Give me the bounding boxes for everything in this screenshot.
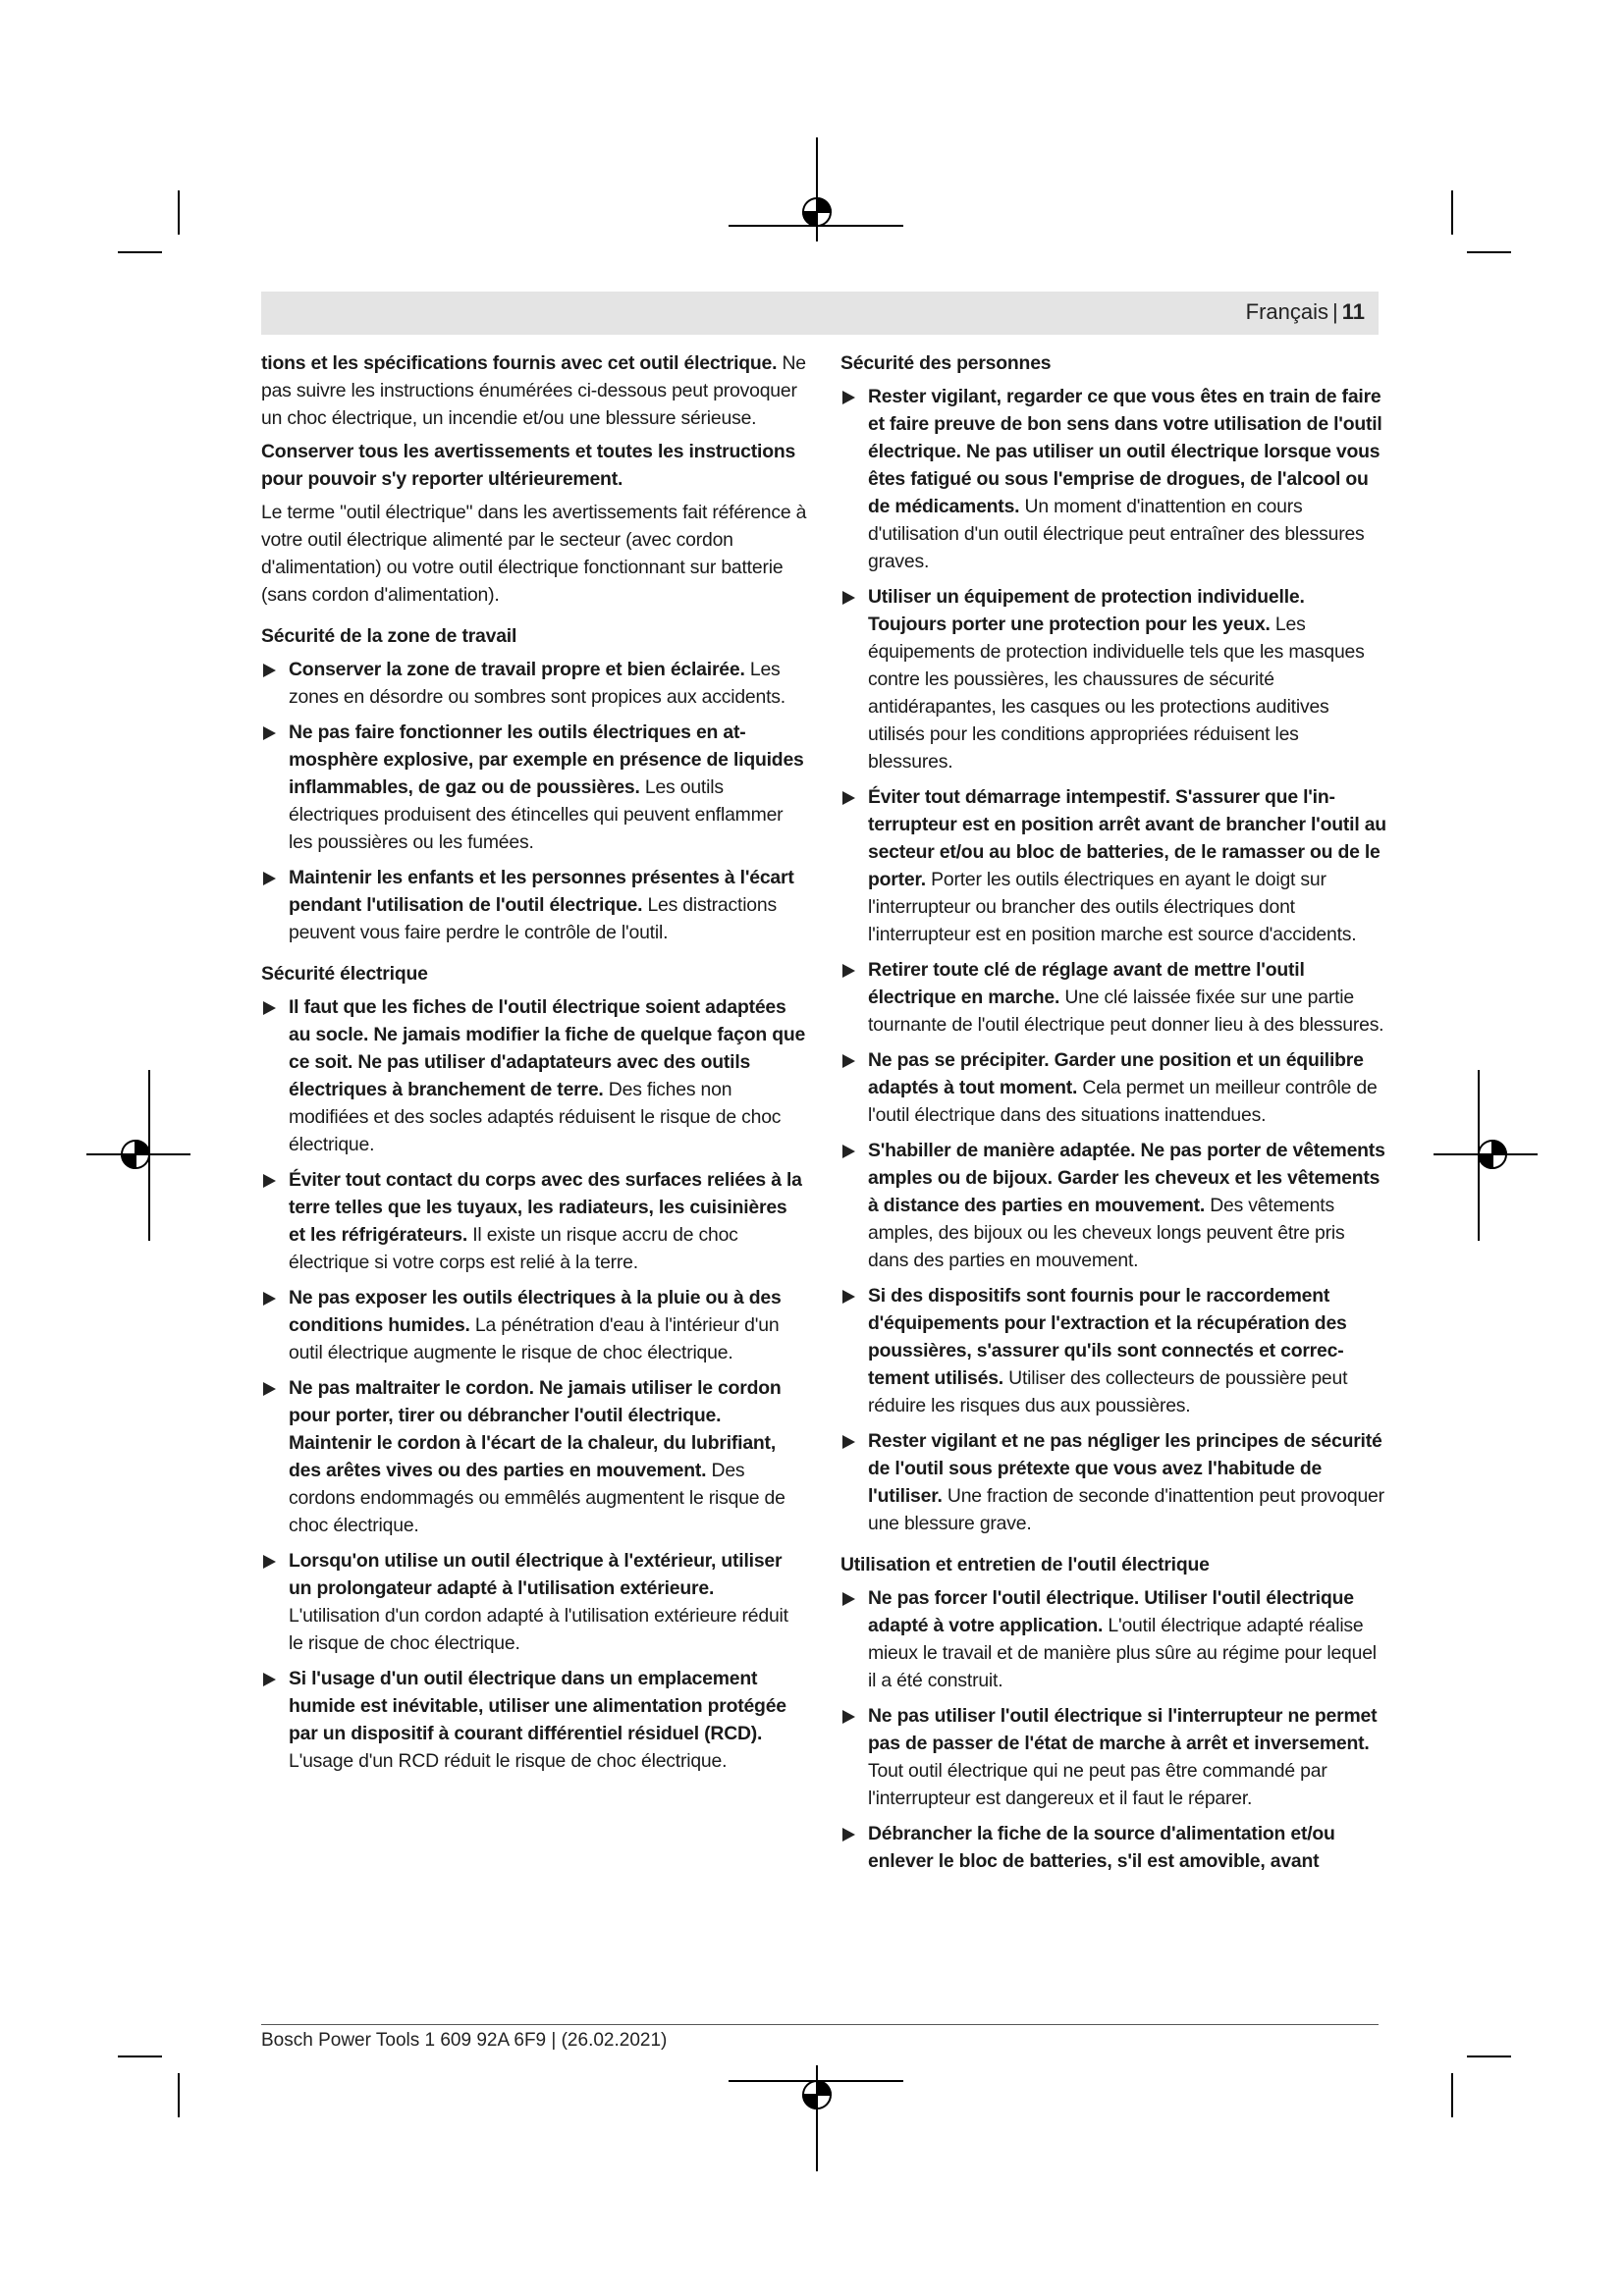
bullet-triangle-icon <box>842 1145 855 1158</box>
list-item <box>261 993 807 1158</box>
crop-mark <box>178 2073 180 2117</box>
crop-mark <box>1467 251 1511 253</box>
item-text: La pénétration d'eau à l'intérieur d'un outil électrique augmente le risque de choc électrique. <box>289 1314 780 1363</box>
list-item <box>840 783 1386 948</box>
crop-mark <box>118 2056 162 2057</box>
list-item <box>840 583 1386 775</box>
list-item <box>840 1282 1386 1419</box>
list-item <box>840 1137 1386 1274</box>
item-text: Il existe un risque accru de choc électrique si votre corps est relié à la terre. <box>289 1224 738 1273</box>
section-heading: Sécurité des personnes <box>840 352 1052 374</box>
item-bold: Ne pas maltraiter le cordon. Ne jamais utiliser le cordon pour porter, tirer ou débrancher l'outil électrique. Maintenir le cordon à l'écart de la chaleur, du lubrifiant, des arêtes vives ou des parties en mouvement. <box>289 1377 782 1481</box>
item-text: Les zones en désordre ou sombres sont propices aux accidents. <box>289 659 785 708</box>
item-bold: Utiliser un équipement de protection individuelle. Toujours porter une protection pour les yeux. <box>868 586 1305 635</box>
item-bold: Rester vigilant, regarder ce que vous êtes en train de faire et faire preuve de bon sens dans votre utilisation de l'outil électrique. Ne pas utiliser un outil électrique lorsque vous êtes fatigué ou sous l'emprise de drogues, de l'alcool ou de médicaments. <box>868 386 1382 517</box>
list-item <box>261 1665 807 1775</box>
footer-imprint: Bosch Power Tools 1 609 92A 6F9 | (26.02.2021) <box>261 2030 668 2051</box>
keep-warnings <box>261 438 807 493</box>
item-bold: Conserver la zone de travail propre et bien éclairée. <box>289 659 745 680</box>
bullet-triangle-icon <box>842 1054 855 1068</box>
item-bold: Ne pas forcer l'outil électrique. Utiliser l'outil électrique adapté à votre application. <box>868 1587 1354 1636</box>
item-bold: Si l'usage d'un outil électrique dans un emplacement humide est inévitable, utiliser une alimentation protégée par un dispositif à courant différentiel résiduel (RCD). <box>289 1668 786 1744</box>
right-column <box>840 349 1386 1883</box>
item-bold: Maintenir les enfants et les personnes présentes à l'écart pendant l'utilisation de l'outil électrique. <box>289 867 794 916</box>
item-bold: Ne pas faire fonctionner les outils électriques en atmosphère explosive, par exemple en présence de liquides inflammables, de gaz ou de poussières. <box>289 721 804 798</box>
item-bold: Ne pas exposer les outils électriques à la pluie ou à des conditions humides. <box>289 1287 782 1336</box>
item-text: Les équipements de protection individuelle tels que les masques contre les poussières, les chaussures de sécurité antidérapantes, les casques ou les protections auditives utilisés pour les conditions appropriées réduisent les blessures. <box>868 614 1365 773</box>
item-text: Une clé laissée fixée sur une partie tournante de l'outil électrique peut donner lieu à des blessures. <box>868 987 1384 1036</box>
item-text: Les outils électriques produisent des étincelles qui peuvent enflammer les poussières ou les fumées. <box>289 776 784 853</box>
list-item <box>840 956 1386 1039</box>
item-bold: Rester vigilant et ne pas négliger les principes de sécurité de l'outil sous prétexte que vous avez l'habitude de l'utiliser. <box>868 1430 1382 1507</box>
item-bold: Éviter tout contact du corps avec des surfaces reliées à la terre telles que les tuyaux, les radiateurs, les cuisinières et les réfrigérateurs. <box>289 1169 802 1246</box>
item-text: Cela permet un meilleur contrôle de l'outil électrique dans des situations inattendues. <box>868 1077 1378 1126</box>
header-text: Français | 11 <box>1245 299 1365 324</box>
list-item <box>261 864 807 946</box>
item-bold: Il faut que les fiches de l'outil électrique soient adaptées au socle. Ne jamais modifier la fiche de quelque façon que ce soit. Ne pas utiliser d'adaptateurs avec des outils électriques à branchement de terre. <box>289 996 806 1100</box>
header-language: Français <box>1245 299 1329 324</box>
intro-text: Ne pas suivre les instructions énumérées ci-dessous peut provoquer un choc électrique, un incendie et/ou une blessure sérieuse. <box>261 352 806 429</box>
list-item <box>840 1046 1386 1129</box>
list-item <box>840 1820 1386 1875</box>
item-text: Un moment d'inattention en cours d'utilisation d'un outil électrique peut entraîner des blessures graves. <box>868 496 1365 572</box>
crop-mark <box>1467 2056 1511 2057</box>
item-text: Des fiches non modifiées et des socles adaptés réduisent le risque de choc électrique. <box>289 1079 782 1155</box>
item-text: Des vêtements amples, des bijoux ou les cheveux longs peuvent être pris dans des parties en mouvement. <box>868 1195 1345 1271</box>
bullet-triangle-icon <box>842 391 855 404</box>
item-bold: Retirer toute clé de réglage avant de mettre l'outil électrique en marche. <box>868 959 1305 1008</box>
list-item <box>840 1584 1386 1694</box>
definition-paragraph: Le terme "outil électrique" dans les avertissements fait référence à votre outil électrique alimenté par le secteur (avec cordon d'alimentation) ou votre outil électrique fonctionnant sur batterie (sans cordon d'alimentation). <box>261 502 807 606</box>
list-item <box>840 1702 1386 1812</box>
page-number: 11 <box>1341 299 1365 324</box>
bullet-triangle-icon <box>842 964 855 978</box>
item-text: Porter les outils électriques en ayant le doigt sur l'interrupteur ou brancher des outils électriques dont l'interrupteur est en position marche est source d'accidents. <box>868 869 1357 945</box>
item-text: L'usage d'un RCD réduit le risque de choc électrique. <box>289 1750 728 1772</box>
crop-mark <box>178 190 180 235</box>
list-item <box>840 1427 1386 1537</box>
item-bold: Ne pas se précipiter. Garder une position et un équilibre adaptés à tout moment. <box>868 1049 1364 1098</box>
item-bold: Débrancher la fiche de la source d'alimentation et/ou enlever le bloc de batteries, s'il est amovible, avant <box>868 1823 1335 1872</box>
bullet-triangle-icon <box>842 1290 855 1304</box>
item-text: Les distractions peuvent vous faire perdre le contrôle de l'outil. <box>289 894 777 943</box>
item-bold: Éviter tout démarrage intempestif. S'assurer que l'interrupteur est en position arrêt avant de brancher l'outil au secteur et/ou au bloc de batteries, de le ramasser ou de le porter. <box>868 786 1386 890</box>
bullet-triangle-icon <box>263 872 276 885</box>
item-text: Utiliser des collecteurs de poussière peut réduire les risques dus aux poussières. <box>868 1367 1348 1416</box>
bullet-triangle-icon <box>263 1174 276 1188</box>
list-item <box>261 719 807 856</box>
bullet-triangle-icon <box>263 664 276 677</box>
list-item <box>261 1284 807 1366</box>
bullet-triangle-icon <box>263 1292 276 1306</box>
section-heading: Sécurité de la zone de travail <box>261 625 517 647</box>
bullet-triangle-icon <box>842 1710 855 1724</box>
intro-bold: tions et les spécifications fournis avec cet outil électrique. <box>261 352 778 374</box>
item-bold: Lorsqu'on utilise un outil électrique à l'extérieur, utiliser un prolongateur adapté à l'utilisation extérieure. <box>289 1550 783 1599</box>
bullet-triangle-icon <box>842 791 855 805</box>
intro-paragraph <box>261 349 807 432</box>
bullet-triangle-icon <box>842 1828 855 1842</box>
keep-warnings-text: Conserver tous les avertissements et toutes les instructions pour pouvoir s'y reporter ultérieurement. <box>261 441 796 490</box>
item-text: L'utilisation d'un cordon adapté à l'utilisation extérieure réduit le risque de choc électrique. <box>289 1605 788 1654</box>
bullet-triangle-icon <box>263 1673 276 1686</box>
item-text: L'outil électrique adapté réalise mieux le travail et de manière plus sûre au régime pour lequel il a été construit. <box>868 1615 1377 1691</box>
crop-mark <box>118 251 162 253</box>
section-heading: Utilisation et entretien de l'outil électrique <box>840 1554 1210 1575</box>
section-heading: Sécurité électrique <box>261 963 428 985</box>
list-item <box>261 656 807 711</box>
item-text: Une fraction de seconde d'inattention peut provoquer une blessure grave. <box>868 1485 1384 1534</box>
footer-rule <box>261 2024 1379 2025</box>
list-item <box>261 1547 807 1657</box>
list-item <box>261 1374 807 1539</box>
item-text: Tout outil électrique qui ne peut pas être commandé par l'interrupteur est dangereux et il faut le réparer. <box>868 1760 1327 1809</box>
bullet-triangle-icon <box>842 1435 855 1449</box>
bullet-triangle-icon <box>263 1001 276 1015</box>
item-bold: S'habiller de manière adaptée. Ne pas porter de vêtements amples ou de bijoux. Garder les cheveux et les vêtements à distance des parties en mouvement. <box>868 1140 1385 1216</box>
item-text: Des cordons endommagés ou emmêlés augmentent le risque de choc électrique. <box>289 1460 785 1536</box>
list-item <box>261 1166 807 1276</box>
item-bold: Ne pas utiliser l'outil électrique si l'interrupteur ne permet pas de passer de l'état de marche à arrêt et inversement. <box>868 1705 1378 1754</box>
bullet-triangle-icon <box>263 1555 276 1569</box>
bullet-triangle-icon <box>842 591 855 605</box>
crop-mark <box>1451 2073 1453 2117</box>
crop-mark <box>1451 190 1453 235</box>
bullet-triangle-icon <box>263 1382 276 1396</box>
bullet-triangle-icon <box>842 1592 855 1606</box>
list-item <box>840 383 1386 575</box>
page-header <box>261 292 1379 335</box>
bullet-triangle-icon <box>263 726 276 740</box>
left-column <box>261 349 807 1783</box>
item-bold: Si des dispositifs sont fournis pour le raccordement d'équipements pour l'extraction et la récupération des poussières, s'assurer qu'ils sont connectés et correctement utilisés. <box>868 1285 1347 1389</box>
